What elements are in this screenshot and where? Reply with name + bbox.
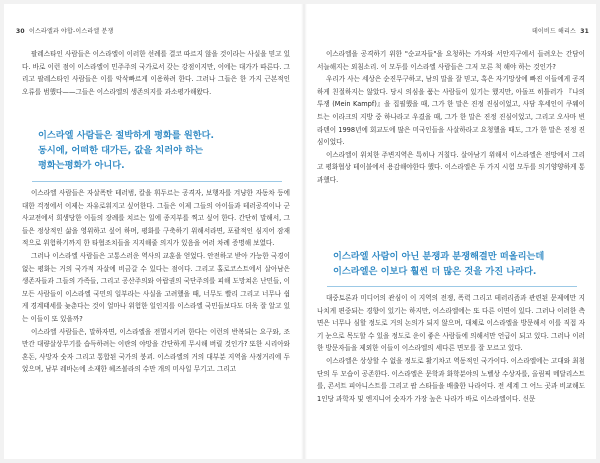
- pull-quote-line: 이스라엘 사람들은 절박하게 평화를 원한다.: [38, 130, 215, 141]
- pull-quote-divider: [32, 181, 282, 182]
- right-running-title: 데이비드 해리스: [531, 28, 577, 35]
- paragraph: 그러나 이스라엘 사람들은 고통스러운 역사의 교훈을 얻었다. 안전하고 받아 가능한 국경이 없는 평화는 거의 국가적 자살에 비금갈 수 있다는 점이다. 그리고 홀로코스트에서 살아남은 생존자들과 그들의 가족들, 그리고 공산주의와 아랍권의 국단주의를 피해 도망쳐온 난민들, 이 모든 사람들이 이스라엘 국민의 일부라는 사실을 고려했을 때, 너무도 빨리 그리고 너무나 쉽게 경계태세를 늦춘다는 것이 얼마나 위험한 일인지를 이스라엘 국민들보다도 더욱 잘 알고 있는 이들이 또 있을까?: [22, 251, 290, 323]
- left-pull-quote: [38, 128, 278, 173]
- pull-quote-line: 평화는평화가 아니다.: [38, 160, 125, 171]
- left-page-number: 30: [16, 28, 25, 35]
- paragraph: 이스라엘을 공격하기 위한 "순교자들"을 요청하는 가자와 서안지구에서 들려오는 간담이 서늘해지는 외침소리. 이 모두를 이스라엘 사람들은 그저 모른 척 해야 하는 것인가?: [317, 50, 585, 71]
- left-page: [16, 4, 294, 459]
- pull-quote-divider: [327, 286, 577, 287]
- paragraph: 이스라엘 사람들은, 말하자면, 이스라엘을 전멸시키려 한다는 이런의 반복되는 요구와, 조만간 대량살상무기를 습득하려는 이란의 야망을 간단하게 무시해 버릴 것인가? 또한 시리아와 혼돈, 사망자 숫자 그리고 통합된 국가의 붕괴. 이스라엘의 거의 대부분 지역을 사정거리에 두었으며, 남부 레바논에 소재한 헤즈볼라의 수만 개의 미사일 무기고. 그리고: [22, 327, 290, 374]
- right-pull-quote: [333, 249, 573, 279]
- book-spread: [4, 4, 596, 459]
- paragraph: 우리가 사는 세상은 순진무구하고, 남의 말을 잘 믿고, 혹은 자기망상에 빠진 이들에게 공격하게 친절하지는 않았다. 당시 의심을 품는 사람들이 있기는 했지만, 아돌프 히틀러가 『나의 투쟁 (Mein Kampf)』을 집필했을 때, 그가 한 말은 진정 진심이었고, 사담 후세인이 쿠웨이트는 이라크의 지방 중 하나라고 우겼을 때, 그가 한 말은 진정 진심이었고, 그리고 오사마 빈라덴이 1998년에 회교도에 많은 미국인들을 사살하라고 요청했을 때도, 그가 한 말은 진정 진심이었다.: [317, 75, 585, 147]
- right-page-header: [311, 26, 589, 35]
- right-body-bottom: [317, 292, 585, 405]
- paragraph: 팔레스타인 사람들은 이스라엘이 이러한 선례를 결코 따르지 않을 것이라는 사실을 믿고 있다. 바로 이런 점이 이스라엘이 민주주의 국가로서 갖는 강점이지만, 이에는 대가가 따른다. 그리고 팔레스타인 사람들은 이를 악삭빠르게 이용하려 한다. 그러나 그들은 한 가지 근본적인 오류를 범했다——그들은 이스라엘의 생존의지를 과소평가해왔다.: [22, 50, 290, 96]
- left-page-header: [16, 26, 294, 35]
- pull-quote-line: 동시에, 어떠한 대가든, 값을 치러야 하는: [38, 145, 203, 156]
- paragraph: 대중토론과 미디어의 관심이 이 지역의 전쟁, 폭력 그리고 테러리즘과 관련된 문제에만 지나치게 편중되는 경향이 있기는 하지만, 이스라엘에는 또 다른 이면이 있다. 그러나 이러한 측면은 너무나 심할 정도로 거의 논의가 되지 않으며, 대체로 이스라엘을 방문해서 이를 직접 자기 눈으로 목도할 수 있을 정도로 운이 좋은 사람들에 의해서만 언급이 되고 있다. 그러나 이러한 방문자들을 제외한 이들이 이스라엘의 세다른 면모를 잘 모르고 있다.: [317, 294, 585, 353]
- right-page-number: 31: [580, 28, 589, 35]
- paragraph: 이스라엘 사람들은 자살폭탄 테러범, 칼을 휘두르는 공격자, 보행자를 겨냥한 자동차 등에 대한 걱정에서 이제는 자유로워지고 싶어한다. 그들은 이제 그들의 아이들과 테러공격이나 군사교전에서 희생당한 이들의 장례를 치르는 일에 종지부를 찍고 싶어 한다. 간단히 말해서, 그들은 정상적인 삶을 영위하고 싶어 하며, 평화를 구축하기 위해서라면, 포괄적인 심지어 잠재적으로 위험하기까지 한 타협조치들을 지지해줄 의지가 있음을 여러 차례 증명해 보였다.: [22, 189, 290, 248]
- paragraph: 이스라엘은 상상할 수 없을 정도로 활기차고 역동적인 국가이다. 이스라엘에는 고대와 최첨단의 두 모습이 공존한다. 이스라엘은 문학과 화학분야의 노벨상 수상자를, 올림픽 메달리스트를, 콘서트 피아니스트를 그리고 팝 스타들을 배출한 나라이다. 전 세계 그 어느 곳과 비교해도 1인당 과학자 및 엔지니어 숫자가 가장 높은 나라가 바로 이스라엘이다. 신문: [317, 356, 585, 403]
- book-gutter: [301, 4, 307, 459]
- left-running-title: 이스라엘과 야합-이스라엘 분쟁: [28, 28, 114, 35]
- pull-quote-line: 이스라엘은 이보다 훨씬 더 많은 것을 가진 나라다.: [333, 266, 537, 277]
- left-body-top: [22, 48, 290, 98]
- pull-quote-line: 이스라엘 사람이 아닌 분쟁과 분쟁해결만 떠올리는데: [333, 251, 545, 262]
- left-body-bottom: [22, 187, 290, 376]
- right-page: [311, 4, 589, 459]
- paragraph: 이스라엘이 위치한 주변지역은 특히나 거칠다. 살아남기 위해서 이스라엘은 전망에서 그리고 평화협상 테이블에서 용감해야한다 했다. 이스라엘은 두 가지 시험 모두를 의기양양하게 통과했다.: [317, 150, 585, 184]
- right-body-top: [317, 48, 585, 187]
